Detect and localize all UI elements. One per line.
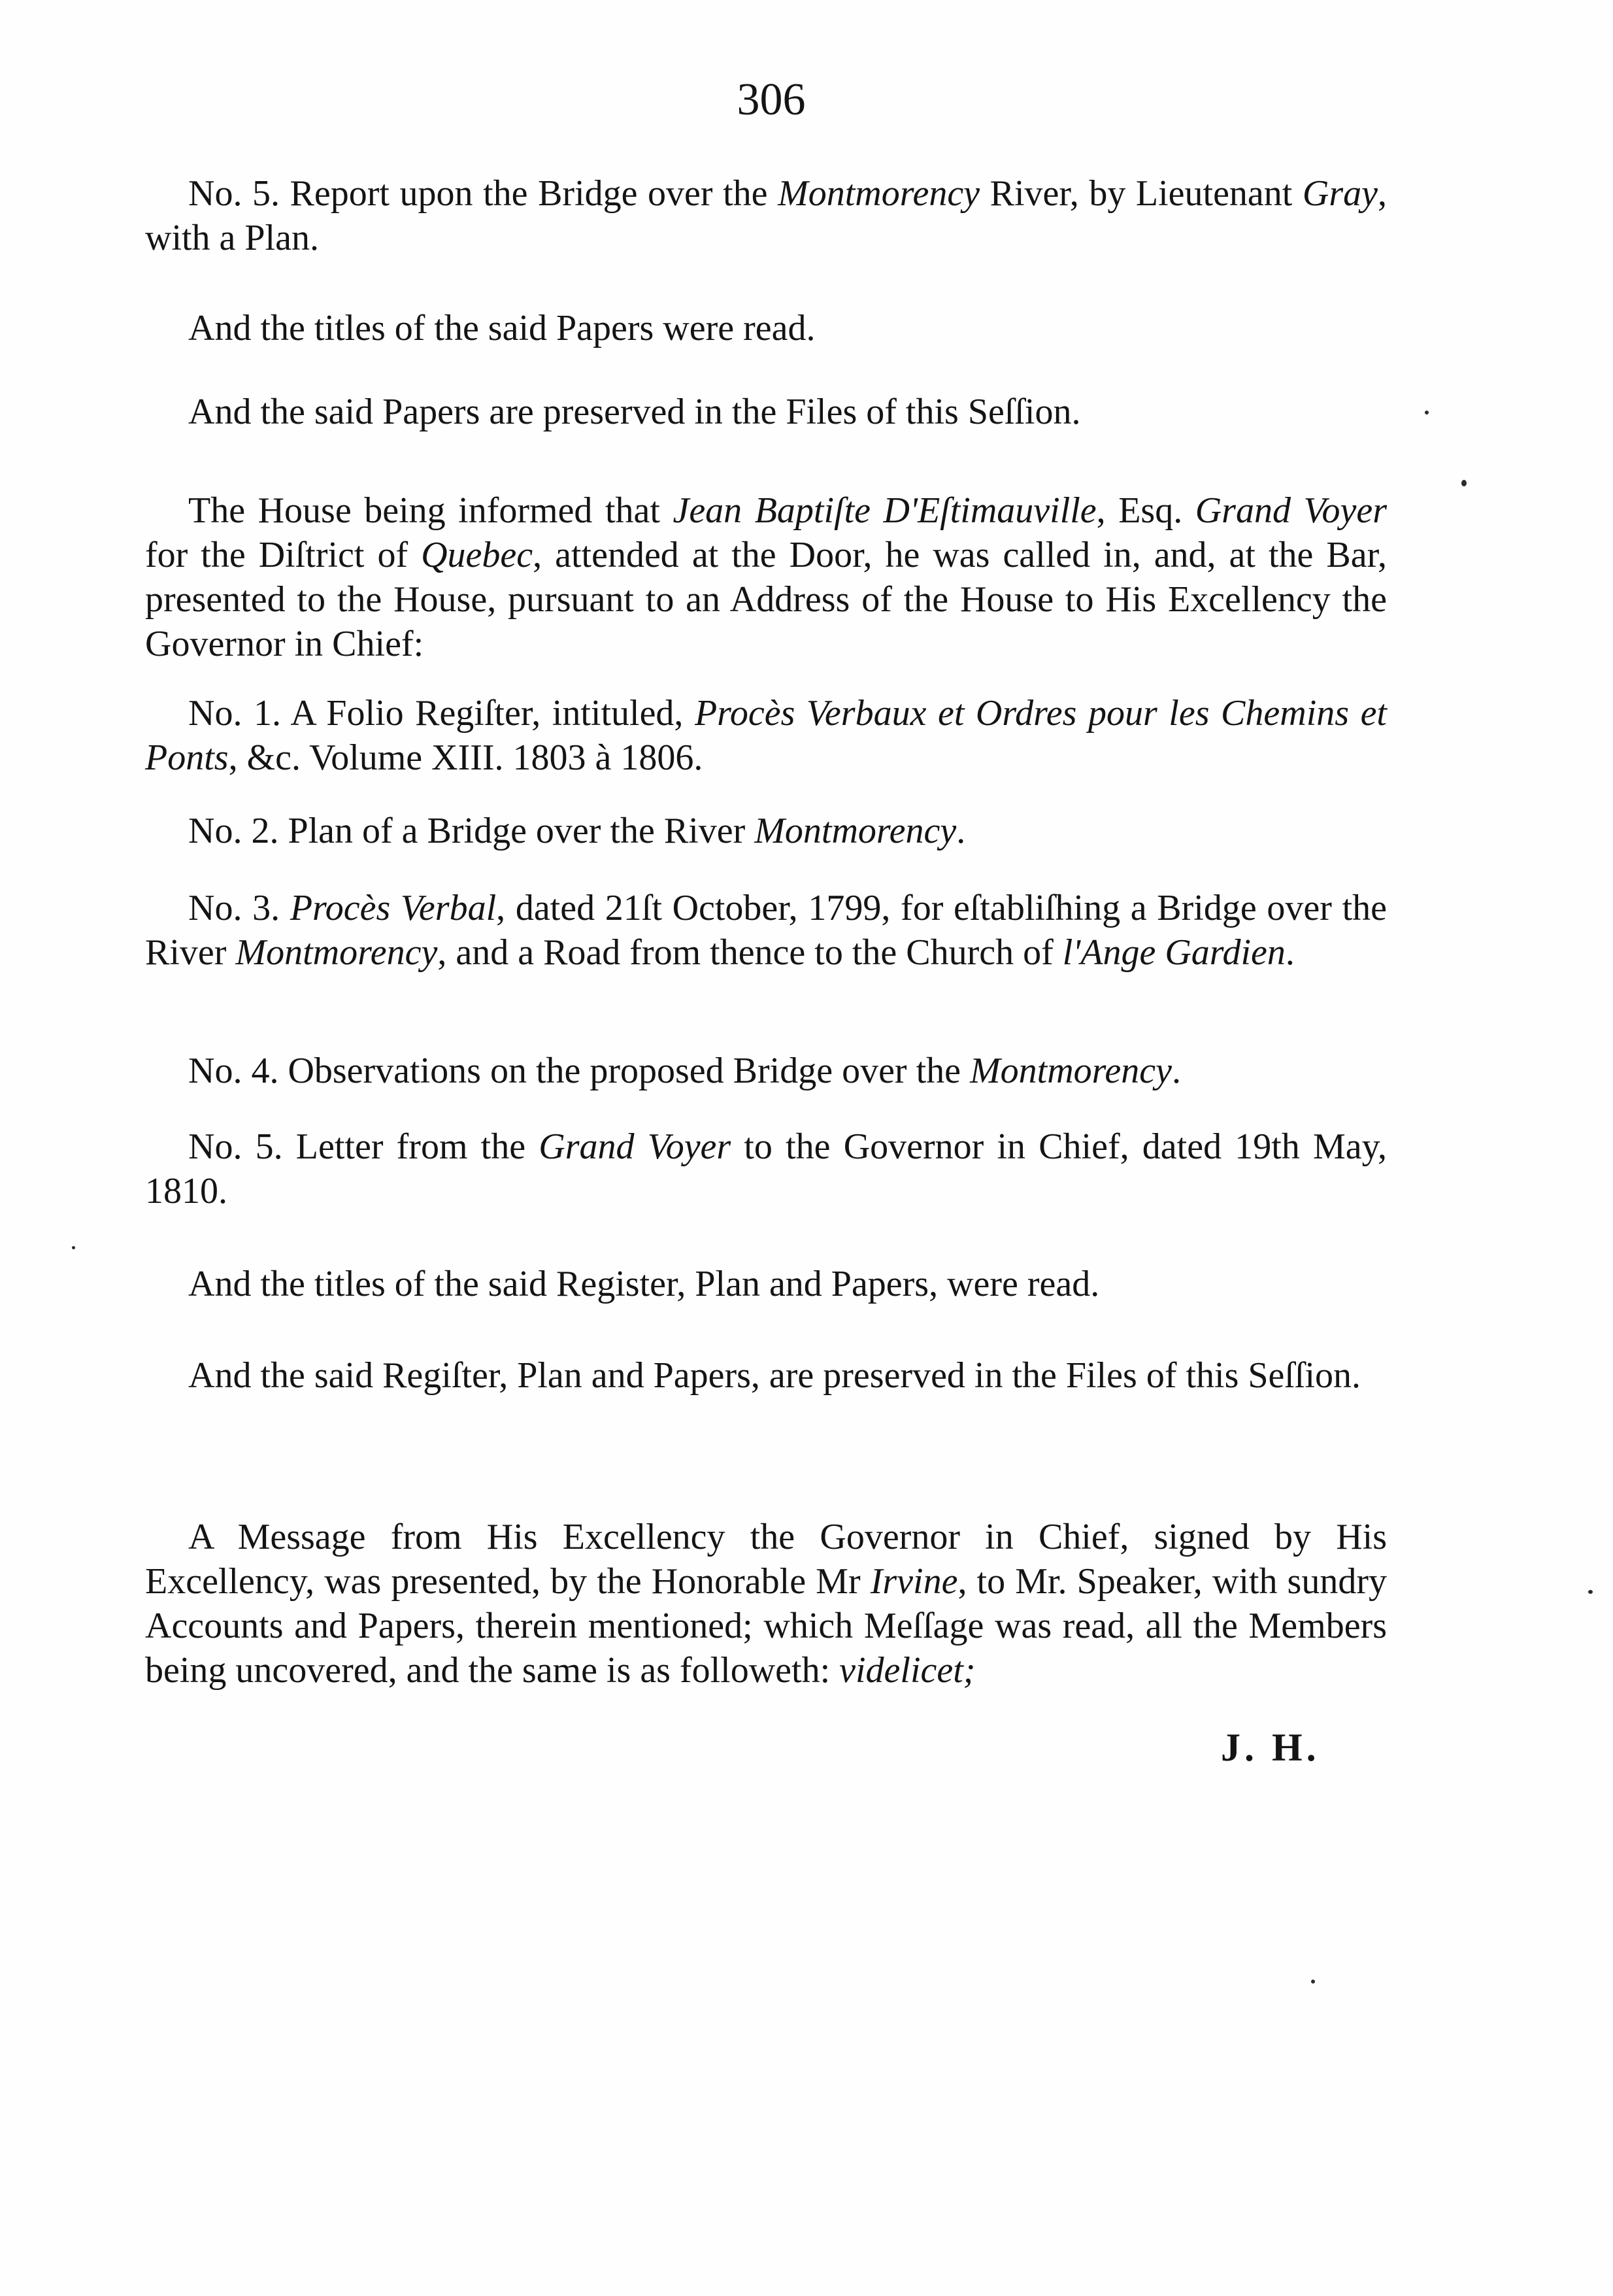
text-run: The House being informed that [188, 490, 673, 531]
text-run: No. 1. A Folio Regiſter, intituled, [188, 693, 695, 734]
italic-run: Grand Voyer [539, 1126, 731, 1167]
paragraph-text [145, 886, 1387, 975]
paragraph-text [145, 488, 1387, 666]
italic-run: Montmorency [754, 811, 957, 851]
text-run: , to Mr. Speaker, with sundry Accounts and Papers, therein mentioned; which Meſſage was read, all the Members being uncovered, and the same is as followeth: [145, 1561, 1387, 1691]
italic-run: Procès Verbal [290, 888, 497, 928]
paragraph-text [145, 171, 1387, 260]
paragraph-register-preserved [145, 1353, 1387, 1398]
italic-run: l'Ange Gardien [1062, 932, 1286, 973]
italic-run: Montmorency [970, 1051, 1172, 1091]
italic-run: Procès Verbaux et Ordres pour les Chemins et Ponts [145, 693, 1387, 778]
paragraph-text [145, 390, 1387, 434]
paragraph-folio-register [145, 691, 1387, 780]
text-run: No. 5. Letter from the [188, 1126, 539, 1167]
paragraph-text [145, 1124, 1387, 1213]
text-run: No. 2. Plan of a Bridge over the River [188, 811, 755, 851]
text-run: , dated 21ſt October, 1799, for eſtabliſhing a Bridge over the River [145, 888, 1387, 973]
paragraph-titles-read [145, 306, 1387, 350]
page-number: 306 [737, 75, 806, 125]
scan-speck [1425, 411, 1429, 414]
text-run: , and a Road from thence to the Church of [437, 932, 1063, 973]
paragraph-report-no-5 [145, 171, 1387, 260]
paragraph-proces-verbal [145, 886, 1387, 975]
italic-run: videlicet; [839, 1650, 976, 1691]
italic-run: Montmorency [778, 173, 980, 214]
text-run: River, by Lieutenant [980, 173, 1303, 214]
italic-run: Grand Voyer [1195, 490, 1388, 531]
paragraph-text [145, 1262, 1387, 1306]
scan-speck [1311, 1980, 1315, 1984]
italic-run: Montmorency [235, 932, 438, 973]
paragraph-register-titles-read [145, 1262, 1387, 1306]
italic-run: Irvine [870, 1561, 958, 1602]
text-run: , Esq. [1096, 490, 1195, 531]
paragraph-observations [145, 1049, 1387, 1093]
paragraph-text [145, 809, 1387, 853]
italic-run: Jean Baptiſte D'Eſtimauville [673, 490, 1097, 531]
paragraph-letter-grand-voyer [145, 1124, 1387, 1213]
text-run: No. 5. Report upon the Bridge over the [188, 173, 778, 214]
text-run: No. 4. Observations on the proposed Bridge over the [188, 1051, 970, 1091]
paragraph-plan-of-bridge [145, 809, 1387, 853]
text-run: No. 3. [188, 888, 290, 928]
signature-initials: J. H. [1221, 1726, 1320, 1769]
paragraph-text [145, 1515, 1387, 1693]
text-run: . [1285, 932, 1295, 973]
text-run: , with a Plan. [145, 173, 1387, 258]
text-run: And the titles of the said Papers were read. [188, 308, 816, 348]
paragraph-text [145, 1049, 1387, 1093]
text-run: , &c. Volume XIII. 1803 à 1806. [228, 737, 703, 778]
text-run: . [1171, 1051, 1181, 1091]
text-run: , attended at the Door, he was called in, and, at the Bar, presented to the House, pursuant to an Address of the House to His Excellency the Governor in Chief: [145, 535, 1387, 664]
paragraph-text [145, 691, 1387, 780]
paragraph-grand-voyer-attended [145, 488, 1387, 666]
paragraph-papers-preserved [145, 390, 1387, 434]
text-run: And the said Papers are preserved in the Files of this Seſſion. [188, 392, 1081, 432]
text-run: And the titles of the said Register, Plan and Papers, were read. [188, 1264, 1100, 1304]
italic-run: Gray [1302, 173, 1378, 214]
paragraph-governor-message [145, 1515, 1387, 1693]
text-run: . [956, 811, 966, 851]
text-run: And the said Regiſter, Plan and Papers, are preserved in the Files of this Seſſion. [188, 1355, 1361, 1396]
text-run: for the Diſtrict of [145, 535, 422, 575]
text-run: to the Governor in Chief, dated 19th May, 1810. [145, 1126, 1387, 1211]
paragraph-text [145, 306, 1387, 350]
paragraph-text [145, 1353, 1387, 1398]
scan-speck [1461, 480, 1467, 486]
italic-run: Quebec [421, 535, 533, 575]
scan-speck [72, 1246, 75, 1249]
text-run: A Message from His Excellency the Governor in Chief, signed by His Excellency, was presented, by the Honorable Mr [145, 1517, 1387, 1602]
scan-speck [1588, 1590, 1593, 1594]
